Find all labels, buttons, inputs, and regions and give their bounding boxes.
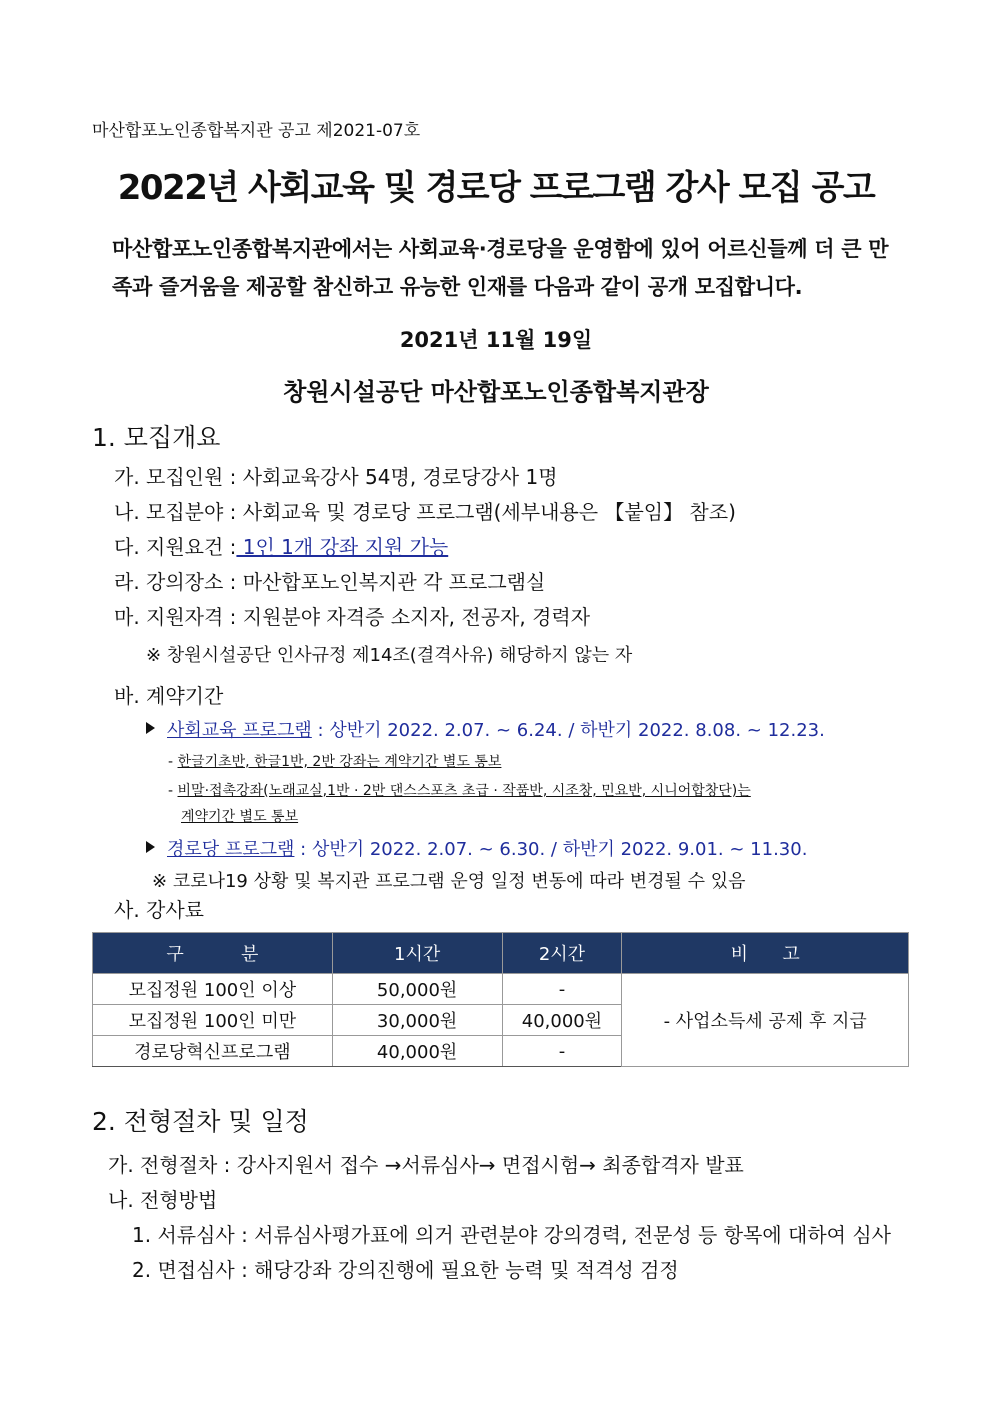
notice-number: 마산합포노인종합복지관 공고 제2021-07호 (92, 121, 421, 141)
qualification-note: ※ 창원시설공단 인사규정 제14조(결격사유) 해당하지 않는 자 (146, 645, 633, 666)
section-1-title: 1. 모집개요 (92, 423, 221, 452)
document-screening: 1. 서류심사 : 서류심사평가표에 의거 관련분야 강의경력, 전문성 등 항목에 대하여 심사 (132, 1223, 891, 1247)
social-program-dates: : 상반기 2022. 2.07. ~ 6.24. / 하반기 2022. 8.08. ~ 12.23. (311, 720, 825, 741)
senior-program-label: 경로당 프로그램 (167, 839, 295, 860)
covid-note: ※ 코로나19 상황 및 복지관 프로그램 운영 일정 변동에 따라 변경될 수 있음 (152, 871, 746, 892)
social-program-label: 사회교육 프로그램 (167, 720, 312, 741)
dash-glyph: - (168, 783, 178, 799)
organization-name: 창원시설공단 마산합포노인종합복지관장 (283, 378, 709, 406)
table-cell: 모집정원 100인 이상 (93, 974, 333, 1005)
header-category: 구 분 (93, 933, 333, 974)
header-1hour: 1시간 (332, 933, 502, 974)
table-cell: 40,000원 (502, 1005, 622, 1036)
social-sub-note-2-cont: 계약기간 별도 통보 (181, 809, 299, 825)
table-cell: 40,000원 (332, 1036, 502, 1067)
senior-program-period (146, 835, 807, 861)
contract-period-heading: 바. 계약기간 (114, 684, 224, 708)
page-title: 2022년 사회교육 및 경로당 프로그램 강사 모집 공고 (117, 168, 875, 208)
remarks-cell: - 사업소득세 공제 후 지급 (622, 974, 909, 1067)
table-cell: 모집정원 100인 미만 (93, 1005, 333, 1036)
dash-glyph: - (168, 754, 178, 770)
lecture-place: 라. 강의장소 : 마산합포노인복지관 각 프로그램실 (114, 570, 546, 594)
social-program-period (146, 716, 825, 742)
table-cell: - (502, 974, 622, 1005)
social-sub-note-2 (168, 780, 751, 800)
requirement-line (114, 531, 448, 560)
section-2-title: 2. 전형절차 및 일정 (92, 1107, 309, 1136)
requirement-value: 1인 1개 강좌 지원 가능 (236, 535, 449, 559)
notice-date: 2021년 11월 19일 (399, 328, 593, 352)
table-header-row (93, 933, 909, 974)
table-cell: - (502, 1036, 622, 1067)
lecture-fee-heading: 사. 강사료 (114, 898, 204, 922)
table-cell: 30,000원 (332, 1005, 502, 1036)
social-sub-note-2-text: 비말·접촉강좌(노래교실,1반 · 2반 댄스스포츠 초급 · 작품반, 시조창, 민요반, 시니어합창단)는 (177, 783, 751, 799)
header-2hour: 2시간 (502, 933, 622, 974)
triangle-bullet-icon (146, 722, 155, 734)
qualification: 마. 지원자격 : 지원분야 자격증 소지자, 전공자, 경력자 (114, 605, 591, 629)
social-sub-note-1 (168, 751, 501, 771)
triangle-bullet-icon (146, 841, 155, 853)
interview-screening: 2. 면접심사 : 해당강좌 강의진행에 필요한 능력 및 적격성 검정 (132, 1258, 679, 1282)
requirement-label: 다. 지원요건 : (114, 535, 237, 559)
table-cell: 경로당혁신프로그램 (93, 1036, 333, 1067)
intro-paragraph: 마산합포노인종합복지관에서는 사회교육·경로당을 운영함에 있어 어르신들께 더 큰 만족과 즐거움을 제공할 참신하고 유능한 인재를 다음과 같이 공개 모집합니다. (112, 237, 889, 299)
social-sub-note-1-text: 한글기초반, 한글1반, 2반 강좌는 계약기간 별도 통보 (177, 754, 502, 770)
table-cell: 50,000원 (332, 974, 502, 1005)
header-remarks: 비 고 (622, 933, 909, 974)
recruit-field: 나. 모집분야 : 사회교육 및 경로당 프로그램(세부내용은 【붙임】 참조) (114, 500, 736, 524)
fee-table (92, 932, 909, 1067)
table-row (93, 974, 909, 1005)
selection-procedure: 가. 전형절차 : 강사지원서 접수 →서류심사→ 면접시험→ 최종합격자 발표 (108, 1153, 744, 1177)
senior-program-dates: : 상반기 2022. 2.07. ~ 6.30. / 하반기 2022. 9.01. ~ 11.30. (294, 839, 808, 860)
selection-method-heading: 나. 전형방법 (108, 1188, 218, 1212)
recruit-count: 가. 모집인원 : 사회교육강사 54명, 경로당강사 1명 (114, 465, 558, 489)
